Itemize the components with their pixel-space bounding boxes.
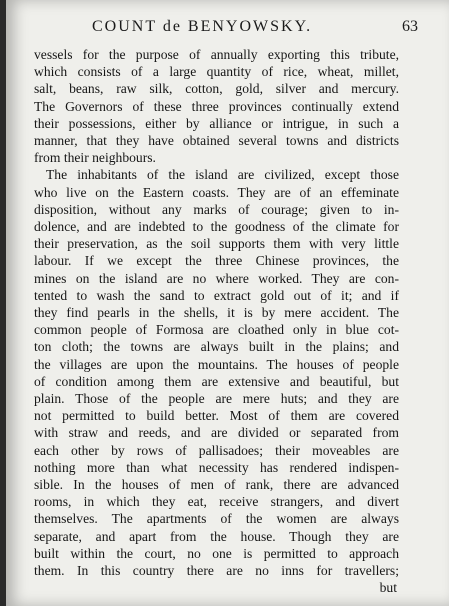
text-line: nothing more than what necessity has rendered indispen-	[34, 459, 399, 475]
text-line: of condition among them are extensive and beautiful, but	[34, 373, 399, 389]
text-line: their preservation, as the soil supports them with very little	[34, 236, 399, 252]
text-line: with straw and reeds, and are divided or separated from	[34, 425, 399, 441]
text-line: their possessions, either by alliance or intrigue, in such a	[34, 115, 399, 131]
text-line: mines on the island are no where worked. They are con-	[34, 270, 399, 286]
text-line: salt, beans, raw silk, cotton, gold, silver and mercury.	[34, 81, 399, 97]
text-line: dolence, and are indebted to the goodness of the climate for	[34, 219, 399, 235]
text-line: vessels for the purpose of annually exporting this tribute,	[34, 47, 399, 62]
text-line: manner, that they have obtained several towns and districts	[34, 133, 399, 149]
text-line: built within the court, no one is permitted to approach	[34, 545, 399, 561]
text-line: disposition, without any marks of courage; given to in-	[34, 201, 399, 217]
text-line: common people of Formosa are cloathed only in blue cot-	[34, 322, 399, 338]
page-number: 63	[402, 18, 418, 35]
text-line: they find pearls in the shells, it is by mere accident. The	[34, 305, 399, 321]
text-line: ton cloth; the towns are always built in the plains; and	[34, 339, 399, 355]
text-line: them. In this country there are no inns for travellers;	[34, 563, 399, 579]
running-head: COUNT de BENYOWSKY.	[92, 18, 313, 35]
text-line: tented to wash the sand to extract gold out of it; and if	[34, 287, 399, 303]
text-line: plain. Those of the people are mere huts; and they are	[34, 391, 399, 407]
text-line: sible. In the houses of men of rank, there are advanced	[34, 477, 399, 493]
catchword: but	[379, 580, 397, 596]
text-line: The Governors of these three provinces continually extend	[34, 98, 399, 114]
text-line: the villages are upon the mountains. The houses of people	[34, 356, 399, 372]
text-line: themselves. The apartments of the women are always	[34, 511, 399, 527]
text-line: The inhabitants of the island are civilized, except those	[46, 167, 399, 183]
text-line: who live on the Eastern coasts. They are of an effeminate	[34, 184, 399, 200]
body-text	[34, 46, 399, 597]
text-line: separate, and apart from the house. Though they are	[34, 528, 399, 544]
text-line: not permitted to build better. Most of them are covered	[34, 408, 399, 424]
text-line: labour. If we except the three Chinese provinces, the	[34, 253, 399, 269]
page-header	[92, 18, 422, 42]
book-page	[6, 0, 449, 606]
text-line: each other by rows of pallisadoes; their moveables are	[34, 442, 399, 458]
text-line: rooms, in which they eat, receive strangers, and divert	[34, 494, 399, 510]
text-line: from their neighbours.	[34, 150, 156, 166]
text-line: which consists of a large quantity of rice, wheat, millet,	[34, 64, 399, 80]
